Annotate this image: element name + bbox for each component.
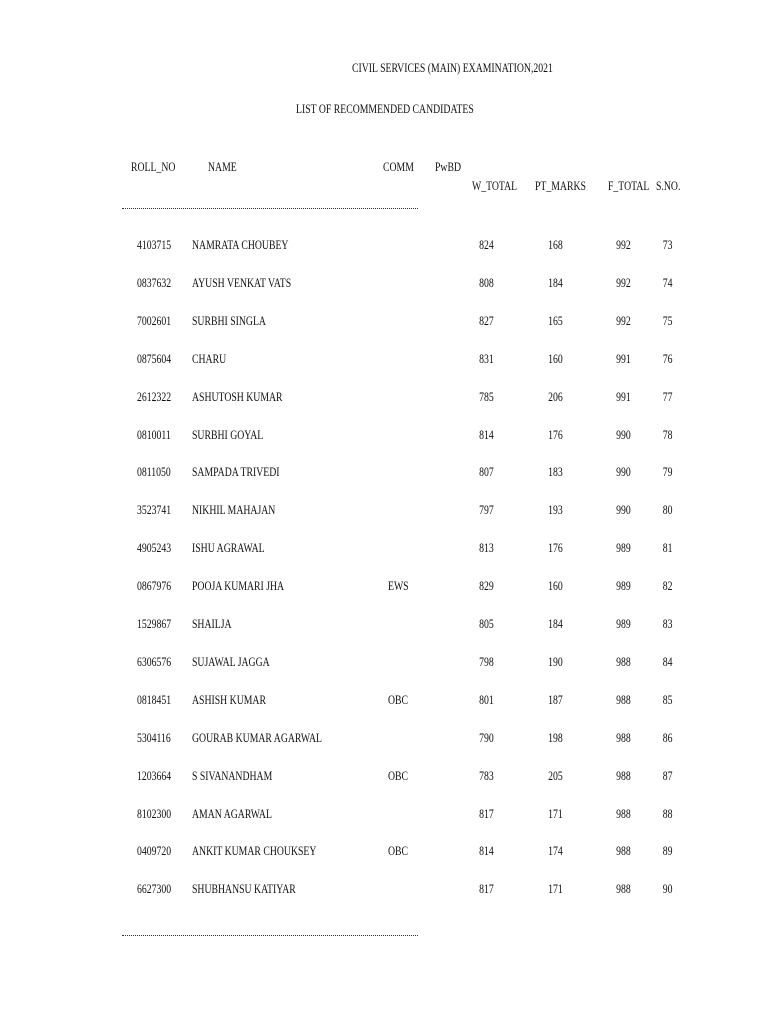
cell-sno: 89: [662, 844, 672, 859]
cell-sno: 90: [662, 882, 672, 897]
cell-roll-no: 0409720: [137, 844, 172, 859]
cell-comm: OBC: [388, 768, 409, 783]
cell-sno: 78: [662, 427, 672, 442]
cell-sno: 85: [662, 692, 672, 707]
cell-sno: 87: [662, 768, 672, 783]
cell-pt-marks: 160: [548, 351, 563, 366]
cell-f-total: 988: [616, 844, 631, 859]
header-comm: COMM: [383, 160, 414, 174]
cell-roll-no: 3523741: [137, 503, 172, 518]
cell-f-total: 992: [616, 313, 631, 328]
cell-roll-no: 6306576: [137, 654, 172, 669]
table-row: [0, 276, 768, 296]
header-name: NAME: [208, 160, 237, 174]
cell-name: SURBHI GOYAL: [192, 427, 264, 442]
cell-sno: 81: [662, 541, 672, 556]
table-row: [0, 314, 768, 334]
cell-sno: 79: [662, 465, 672, 480]
cell-f-total: 990: [616, 427, 631, 442]
cell-name: SHUBHANSU KATIYAR: [192, 882, 296, 897]
cell-roll-no: 0875604: [137, 351, 172, 366]
cell-w-total: 817: [479, 882, 494, 897]
cell-pt-marks: 183: [548, 465, 563, 480]
cell-w-total: 797: [479, 503, 494, 518]
cell-comm: EWS: [388, 579, 409, 594]
cell-roll-no: 0837632: [137, 275, 172, 290]
cell-name: GOURAB KUMAR AGARWAL: [192, 730, 323, 745]
cell-sno: 83: [662, 617, 672, 631]
cell-roll-no: 7002601: [137, 313, 172, 328]
cell-name: NAMRATA CHOUBEY: [192, 238, 289, 252]
cell-pt-marks: 165: [548, 313, 563, 328]
cell-name: ASHUTOSH KUMAR: [192, 389, 283, 404]
table-row: [0, 617, 768, 637]
cell-pt-marks: 198: [548, 730, 563, 745]
header-sno: S.NO.: [656, 179, 681, 193]
cell-name: ANKIT KUMAR CHOUKSEY: [192, 844, 317, 859]
table-row: [0, 465, 768, 485]
table-row: [0, 390, 768, 410]
cell-name: NIKHIL MAHAJAN: [192, 503, 276, 518]
table-row: [0, 352, 768, 372]
cell-sno: 77: [662, 389, 672, 404]
cell-pt-marks: 193: [548, 503, 563, 518]
cell-roll-no: 0867976: [137, 579, 172, 594]
cell-pt-marks: 176: [548, 427, 563, 442]
cell-pt-marks: 171: [548, 882, 563, 897]
cell-pt-marks: 184: [548, 275, 563, 290]
cell-pt-marks: 184: [548, 617, 563, 631]
cell-name: CHARU: [192, 351, 227, 366]
cell-w-total: 813: [479, 541, 494, 556]
table-row: [0, 428, 768, 448]
cell-f-total: 988: [616, 768, 631, 783]
cell-pt-marks: 176: [548, 541, 563, 556]
cell-f-total: 990: [616, 465, 631, 480]
cell-roll-no: 0810011: [137, 427, 171, 442]
cell-pt-marks: 206: [548, 389, 563, 404]
cell-w-total: 798: [479, 654, 494, 669]
table-row: [0, 807, 768, 827]
table-row: [0, 579, 768, 599]
cell-w-total: 807: [479, 465, 494, 480]
cell-comm: OBC: [388, 692, 409, 707]
cell-w-total: 785: [479, 389, 494, 404]
cell-roll-no: 1203664: [137, 768, 172, 783]
cell-f-total: 991: [616, 389, 631, 404]
table-row: [0, 238, 768, 258]
cell-pt-marks: 190: [548, 654, 563, 669]
table-row: [0, 731, 768, 751]
dotted-divider-bottom: [122, 935, 418, 936]
cell-name: SAMPADA TRIVEDI: [192, 465, 280, 480]
cell-roll-no: 4103715: [137, 238, 172, 252]
cell-sno: 82: [662, 579, 672, 594]
cell-roll-no: 5304116: [137, 730, 171, 745]
cell-w-total: 801: [479, 692, 494, 707]
cell-f-total: 992: [616, 238, 631, 252]
cell-f-total: 991: [616, 351, 631, 366]
cell-f-total: 988: [616, 692, 631, 707]
cell-sno: 76: [662, 351, 672, 366]
cell-roll-no: 4905243: [137, 541, 172, 556]
cell-name: S SIVANANDHAM: [192, 768, 273, 783]
cell-w-total: 783: [479, 768, 494, 783]
header-f-total: F_TOTAL: [608, 179, 650, 193]
cell-f-total: 990: [616, 503, 631, 518]
cell-sno: 84: [662, 654, 672, 669]
cell-w-total: 817: [479, 806, 494, 821]
cell-pt-marks: 160: [548, 579, 563, 594]
cell-w-total: 827: [479, 313, 494, 328]
cell-pt-marks: 187: [548, 692, 563, 707]
cell-sno: 88: [662, 806, 672, 821]
cell-w-total: 829: [479, 579, 494, 594]
cell-f-total: 988: [616, 882, 631, 897]
cell-w-total: 814: [479, 427, 494, 442]
table-row: [0, 844, 768, 864]
table-row: [0, 693, 768, 713]
cell-f-total: 988: [616, 806, 631, 821]
cell-name: SUJAWAL JAGGA: [192, 654, 270, 669]
table-row: [0, 882, 768, 902]
header-pwbd: PwBD: [435, 160, 462, 174]
cell-roll-no: 1529867: [137, 617, 172, 631]
cell-f-total: 988: [616, 730, 631, 745]
cell-name: SURBHI SINGLA: [192, 313, 266, 328]
cell-roll-no: 0811050: [137, 465, 171, 480]
cell-w-total: 808: [479, 275, 494, 290]
table-row: [0, 655, 768, 675]
header-w-total: W_TOTAL: [472, 179, 518, 193]
table-row: [0, 503, 768, 523]
cell-w-total: 831: [479, 351, 494, 366]
cell-sno: 80: [662, 503, 672, 518]
cell-name: ASHISH KUMAR: [192, 692, 266, 707]
header-pt-marks: PT_MARKS: [535, 179, 586, 193]
cell-pt-marks: 171: [548, 806, 563, 821]
cell-name: AMAN AGARWAL: [192, 806, 272, 821]
cell-sno: 75: [662, 313, 672, 328]
cell-pt-marks: 168: [548, 238, 563, 252]
cell-pt-marks: 205: [548, 768, 563, 783]
cell-roll-no: 0818451: [137, 692, 172, 707]
cell-name: SHAILJA: [192, 617, 232, 631]
cell-sno: 74: [662, 275, 672, 290]
table-row: [0, 769, 768, 789]
cell-name: AYUSH VENKAT VATS: [192, 275, 292, 290]
header-roll-no: ROLL_NO: [131, 160, 176, 174]
cell-pt-marks: 174: [548, 844, 563, 859]
cell-name: ISHU AGRAWAL: [192, 541, 265, 556]
document-title: CIVIL SERVICES (MAIN) EXAMINATION,2021: [352, 61, 553, 75]
dotted-divider-top: [122, 208, 418, 209]
cell-roll-no: 6627300: [137, 882, 172, 897]
cell-f-total: 989: [616, 579, 631, 594]
cell-sno: 73: [662, 238, 672, 252]
cell-w-total: 805: [479, 617, 494, 631]
cell-roll-no: 8102300: [137, 806, 172, 821]
cell-f-total: 992: [616, 275, 631, 290]
cell-sno: 86: [662, 730, 672, 745]
cell-f-total: 988: [616, 654, 631, 669]
cell-f-total: 989: [616, 617, 631, 631]
table-row: [0, 541, 768, 561]
cell-f-total: 989: [616, 541, 631, 556]
cell-name: POOJA KUMARI JHA: [192, 579, 285, 594]
cell-w-total: 790: [479, 730, 494, 745]
cell-roll-no: 2612322: [137, 389, 172, 404]
cell-comm: OBC: [388, 844, 409, 859]
cell-w-total: 814: [479, 844, 494, 859]
document-subtitle: LIST OF RECOMMENDED CANDIDATES: [296, 102, 474, 116]
cell-w-total: 824: [479, 238, 494, 252]
